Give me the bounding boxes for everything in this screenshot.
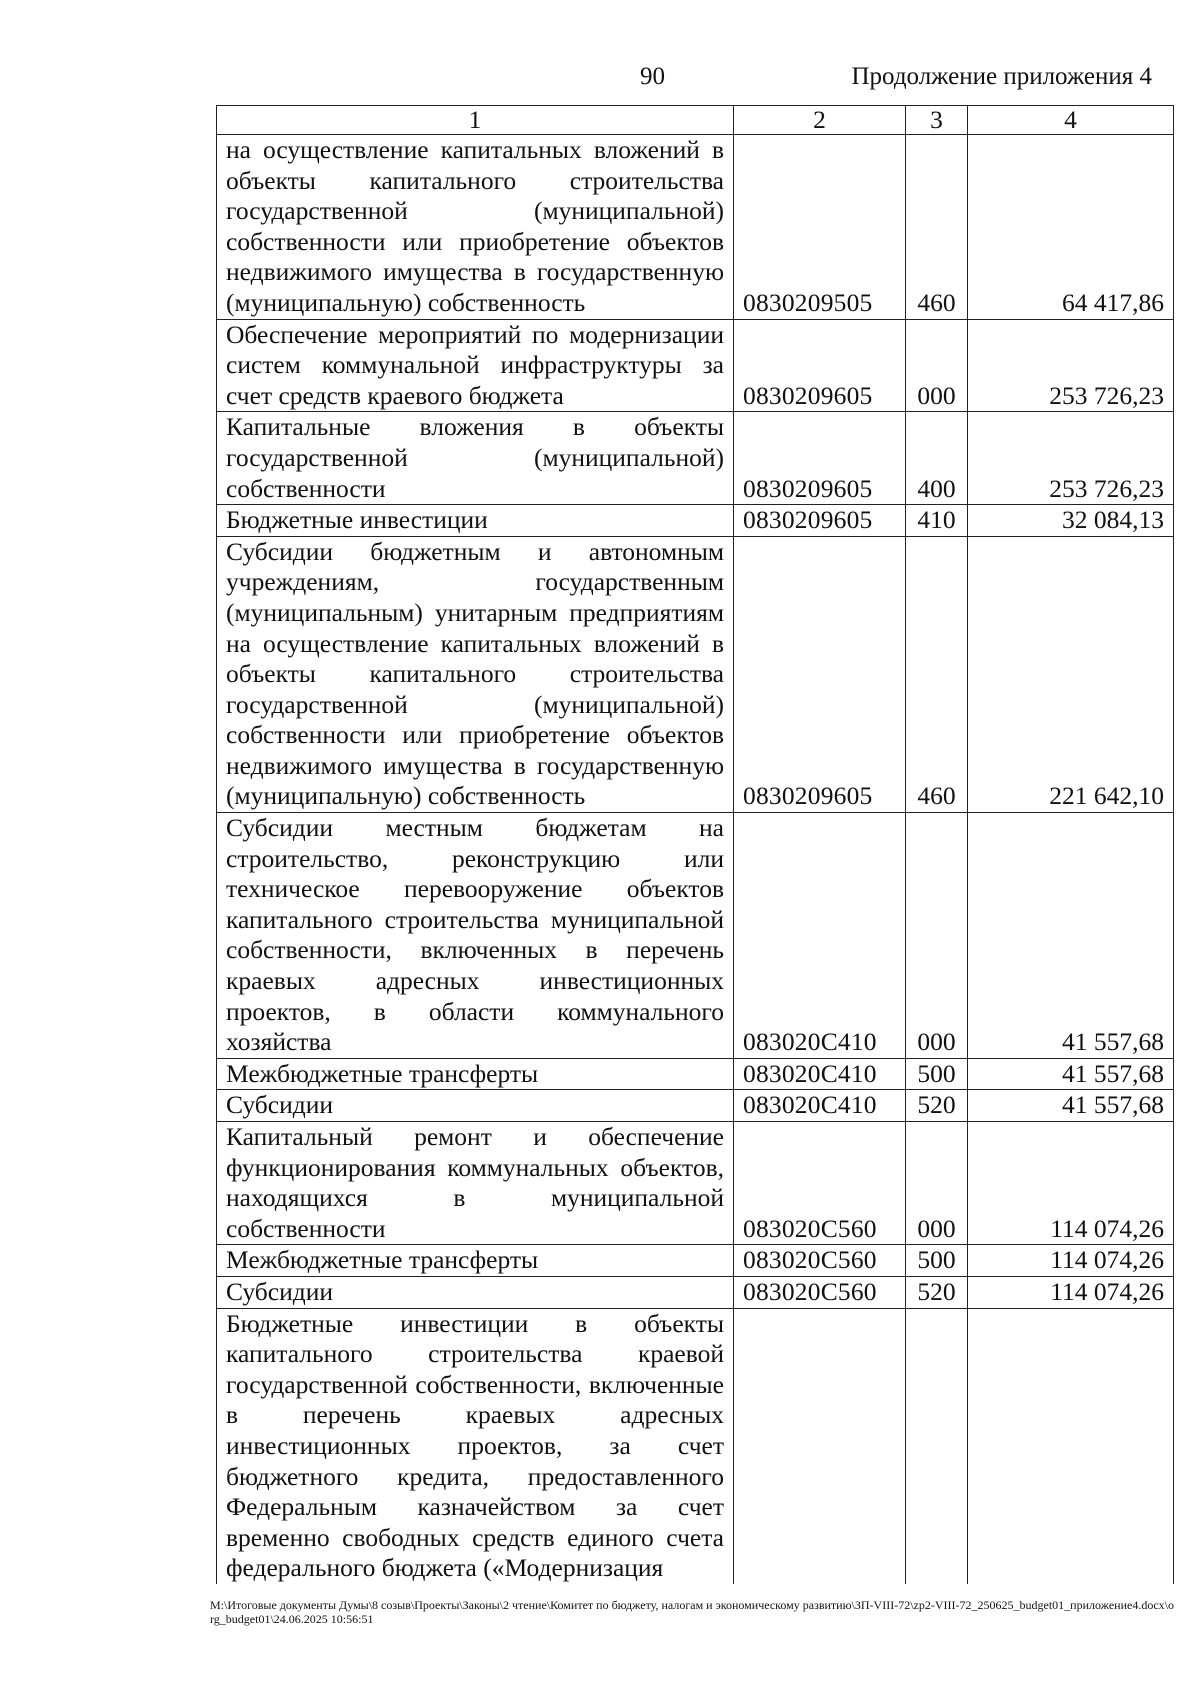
row-type: 500 [906, 1058, 968, 1090]
row-code: 0830209605 [734, 536, 906, 812]
row-description: на осуществление капитальных вложений в объекты капитального строительства государственной (муниципальной) собственности или приобретение объектов недвижимого имущества в государственную (муниципальную) собственность [217, 135, 734, 320]
row-description: Субсидии [217, 1090, 734, 1122]
row-amount: 253 726,23 [968, 412, 1174, 505]
row-code: 083020С410 [734, 813, 906, 1059]
row-type: 000 [906, 319, 968, 412]
table-row [217, 536, 1174, 812]
row-code: 0830209605 [734, 412, 906, 505]
row-amount: 253 726,23 [968, 319, 1174, 412]
table-row [217, 1122, 1174, 1245]
row-type: 000 [906, 813, 968, 1059]
row-description: Бюджетные инвестиции [217, 505, 734, 537]
table-row [217, 505, 1174, 537]
table-header-row [217, 106, 1174, 135]
table-row [217, 135, 1174, 320]
table-row [217, 1308, 1174, 1584]
row-description: Межбюджетные трансферты [217, 1245, 734, 1277]
row-code [734, 1308, 906, 1584]
row-code: 083020С410 [734, 1058, 906, 1090]
table-row [217, 1276, 1174, 1308]
row-type: 460 [906, 135, 968, 320]
table-row [217, 1058, 1174, 1090]
row-code: 0830209605 [734, 505, 906, 537]
document-file-path: M:\Итоговые документы Думы\8 созыв\Проекты\Законы\2 чтение\Комитет по бюджету, налогам и экономическому развитию\ЗП-VIII-72\zp2-VIII-72_250625_budget01_приложение4.docx\org_budget01\24.06.2025 10:56:51 [210, 1598, 1174, 1626]
row-type: 000 [906, 1122, 968, 1245]
row-type: 520 [906, 1090, 968, 1122]
row-code: 083020С410 [734, 1090, 906, 1122]
table-row [217, 1090, 1174, 1122]
row-type: 520 [906, 1276, 968, 1308]
row-type: 410 [906, 505, 968, 537]
column-header-code: 2 [734, 106, 906, 135]
row-description: Бюджетные инвестиции в объекты капитального строительства краевой государственной собственности, включенные в перечень краевых адресных инвестиционных проектов, за счет бюджетного кредита, предоставленного Федеральным казначейством за счет временно свободных средств единого счета федерального бюджета («Модернизация [217, 1308, 734, 1584]
row-code: 083020С560 [734, 1245, 906, 1277]
row-amount [968, 1308, 1174, 1584]
column-header-amount: 4 [968, 106, 1174, 135]
table-row [217, 319, 1174, 412]
row-description: Межбюджетные трансферты [217, 1058, 734, 1090]
table-row [217, 1245, 1174, 1277]
row-type: 460 [906, 536, 968, 812]
row-description: Субсидии местным бюджетам на строительство, реконструкцию или техническое перевооружение объектов капитального строительства муниципальной собственности, включенных в перечень краевых адресных инвестиционных проектов, в области коммунального хозяйства [217, 813, 734, 1059]
row-code: 0830209505 [734, 135, 906, 320]
page-number: 90 [640, 63, 665, 90]
row-amount: 41 557,68 [968, 813, 1174, 1059]
table-row [217, 813, 1174, 1059]
row-description: Субсидии [217, 1276, 734, 1308]
row-amount: 32 084,13 [968, 505, 1174, 537]
row-description: Субсидии бюджетным и автономным учреждениям, государственным (муниципальным) унитарным предприятиям на осуществление капитальных вложений в объекты капитального строительства государственной (муниципальной) собственности или приобретение объектов недвижимого имущества в государственную (муниципальную) собственность [217, 536, 734, 812]
column-header-type: 3 [906, 106, 968, 135]
row-code: 0830209605 [734, 319, 906, 412]
row-amount: 221 642,10 [968, 536, 1174, 812]
row-amount: 114 074,26 [968, 1122, 1174, 1245]
row-description: Капитальные вложения в объекты государственной (муниципальной) собственности [217, 412, 734, 505]
row-amount: 114 074,26 [968, 1245, 1174, 1277]
row-code: 083020С560 [734, 1276, 906, 1308]
budget-table [216, 105, 1174, 1584]
row-amount: 64 417,86 [968, 135, 1174, 320]
row-type [906, 1308, 968, 1584]
column-header-description: 1 [217, 106, 734, 135]
row-type: 400 [906, 412, 968, 505]
row-amount: 41 557,68 [968, 1090, 1174, 1122]
row-amount: 114 074,26 [968, 1276, 1174, 1308]
table-row [217, 412, 1174, 505]
row-description: Обеспечение мероприятий по модернизации систем коммунальной инфраструктуры за счет средств краевого бюджета [217, 319, 734, 412]
row-type: 500 [906, 1245, 968, 1277]
row-amount: 41 557,68 [968, 1058, 1174, 1090]
row-description: Капитальный ремонт и обеспечение функционирования коммунальных объектов, находящихся в муниципальной собственности [217, 1122, 734, 1245]
appendix-continuation-note: Продолжение приложения 4 [851, 63, 1152, 90]
row-code: 083020С560 [734, 1122, 906, 1245]
